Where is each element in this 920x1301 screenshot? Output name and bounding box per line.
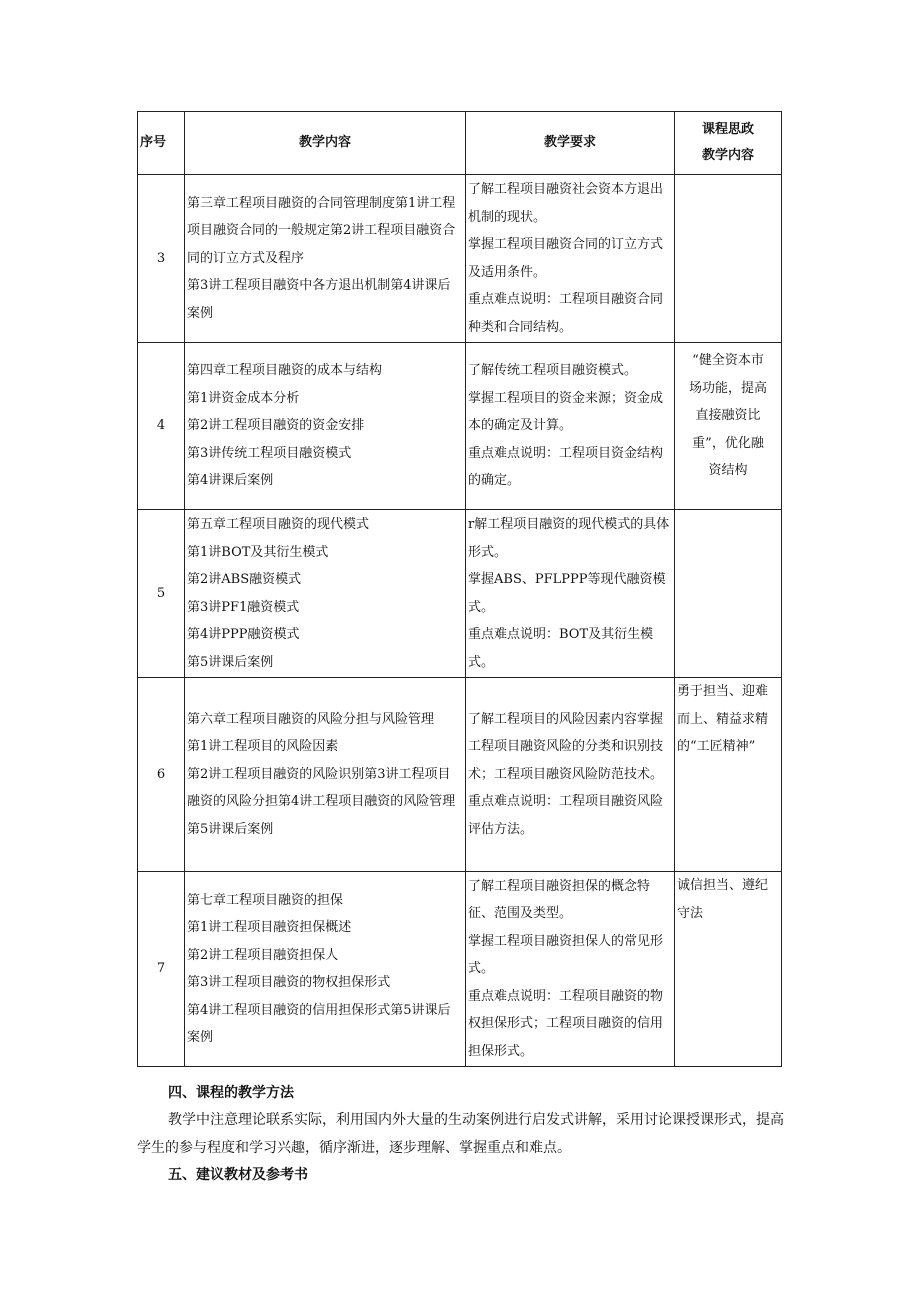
requirement-line: 掌握ABS、PFLPPP等现代融资模式。 (468, 572, 666, 615)
ideological-line: 资结构 (708, 463, 748, 478)
requirement-line: 重点难点说明：工程项目融资的物权担保形式；工程项目融资的信用担保形式。 (468, 988, 664, 1059)
requirement-line: 重点难点说明：BOT及其衍生模式。 (468, 627, 654, 670)
table-row (138, 175, 782, 343)
course-schedule-table (137, 111, 782, 1067)
ideological-line: 勇于担当、迎难而上、精益求精的“工匠精神” (677, 684, 769, 754)
row-ideological (675, 678, 782, 872)
row-requirement (466, 343, 675, 510)
row-seq: 6 (138, 678, 185, 872)
content-line: 第四章工程项目融资的成本与结构 (187, 363, 383, 379)
content-line: 第4讲PPP融资模式 (187, 627, 300, 642)
requirement-line: 重点难点说明：工程项目融资合同种类和合同结构。 (468, 292, 664, 335)
content-line: 第1讲资金成本分析 (187, 390, 300, 406)
header-ideological (675, 112, 782, 175)
requirement-line: r解工程项目融资的现代模式的具体形式。 (468, 517, 670, 560)
content-line: 第五章工程项目融资的现代模式 (187, 517, 370, 532)
row-ideological (675, 343, 782, 510)
requirement-line: 了解工程项目融资担保的概念特征、范围及类型。 (468, 878, 651, 922)
row-seq: 3 (138, 175, 185, 343)
requirement-line: 掌握工程项目的资金来源；资金成本的确定及计算。 (468, 390, 664, 434)
content-line: 第1讲BOT及其衍生模式 (187, 544, 329, 560)
row-requirement (466, 678, 675, 872)
ideological-line: “健全资本市 (692, 353, 764, 368)
row-content (185, 343, 466, 510)
row-requirement (466, 175, 675, 343)
row-seq: 5 (138, 510, 185, 678)
ideological-line: 直接融资比 (695, 408, 761, 423)
section-four-title: 四、课程的教学方法 (168, 1085, 294, 1101)
content-line: 第3讲传统工程项目融资模式 (187, 445, 352, 461)
row-requirement (466, 872, 675, 1067)
content-line: 第3讲工程项目融资中各方退出机制第4讲课后案例 (187, 278, 451, 321)
content-line: 第六章工程项目融资的风险分担与风险管理 (187, 711, 435, 727)
requirement-line: 了解工程项目的风险因素内容掌握工程项目融资风险的分类和识别技术；工程项目融资风险防范技术。 (468, 711, 664, 782)
requirement-line: 掌握工程项目融资担保人的常见形式。 (468, 933, 664, 977)
row-requirement (466, 510, 675, 678)
requirement-line: 了解传统工程项目融资模式。 (468, 363, 638, 379)
requirement-line: 了解工程项目融资社会资本方退出机制的现状。 (468, 182, 664, 225)
section-five-title: 五、建议教材及参考书 (168, 1167, 308, 1183)
ideological-line: 重”，优化融 (692, 435, 764, 451)
row-content (185, 678, 466, 872)
content-line: 第三章工程项目融资的合同管理制度第1讲工程项目融资合同的一般规定第2讲工程项目融资合同的订立方式及程序 (187, 195, 456, 266)
row-seq: 4 (138, 343, 185, 510)
content-line: 第3讲PF1融资模式 (187, 599, 300, 615)
content-line: 第1讲工程项目融资担保概述 (187, 920, 352, 935)
requirement-line: 掌握工程项目融资合同的订立方式及适用条件。 (468, 237, 664, 280)
row-content (185, 510, 466, 678)
section-four-body: 教学中注意理论联系实际，利用国内外大量的生动案例进行启发式讲解，采用讨论课授课形式，提高学生的参与程度和学习兴趣，循序渐进，逐步理解、掌握重点和难点。 (137, 1112, 784, 1156)
content-line: 第2讲工程项目融资的风险识别第3讲工程项目融资的风险分担第4讲工程项目融资的风险管理第5讲课后案例 (187, 766, 456, 837)
ideological-line: 场功能，提高 (688, 380, 767, 396)
content-line: 第2讲工程项目融资担保人 (187, 947, 339, 963)
header-content: 教学内容 (185, 112, 466, 175)
row-ideological (675, 872, 782, 1067)
header-ideological-line: 教学内容 (701, 148, 754, 163)
table-header-row (138, 112, 782, 175)
row-content (185, 872, 466, 1067)
content-line: 第4讲工程项目融资的信用担保形式第5讲课后案例 (187, 1002, 451, 1045)
header-ideological-line: 课程思政 (701, 122, 754, 137)
row-content (185, 175, 466, 343)
row-ideological (675, 510, 782, 678)
header-requirement: 教学要求 (466, 112, 675, 175)
content-line: 第5讲课后案例 (187, 654, 274, 670)
content-line: 第3讲工程项目融资的物权担保形式 (187, 975, 391, 990)
content-line: 第1讲工程项目的风险因素 (187, 739, 339, 755)
row-seq: 7 (138, 872, 185, 1067)
row-ideological (675, 175, 782, 343)
content-line: 第2讲工程项目融资的资金安排 (187, 418, 365, 434)
content-line: 第七章工程项目融资的担保 (187, 892, 344, 908)
table-row (138, 343, 782, 510)
table-row (138, 510, 782, 678)
header-seq: 序号 (138, 112, 185, 175)
content-line: 第4讲课后案例 (187, 473, 274, 489)
table-row (138, 678, 782, 872)
table-row (138, 872, 782, 1067)
requirement-line: 重点难点说明：工程项目融资风险评估方法。 (468, 794, 664, 837)
ideological-line: 诚信担当、遵纪守法 (677, 878, 769, 921)
requirement-line: 重点难点说明：工程项目资金结构的确定。 (468, 445, 664, 489)
content-line: 第2讲ABS融资模式 (187, 572, 302, 587)
